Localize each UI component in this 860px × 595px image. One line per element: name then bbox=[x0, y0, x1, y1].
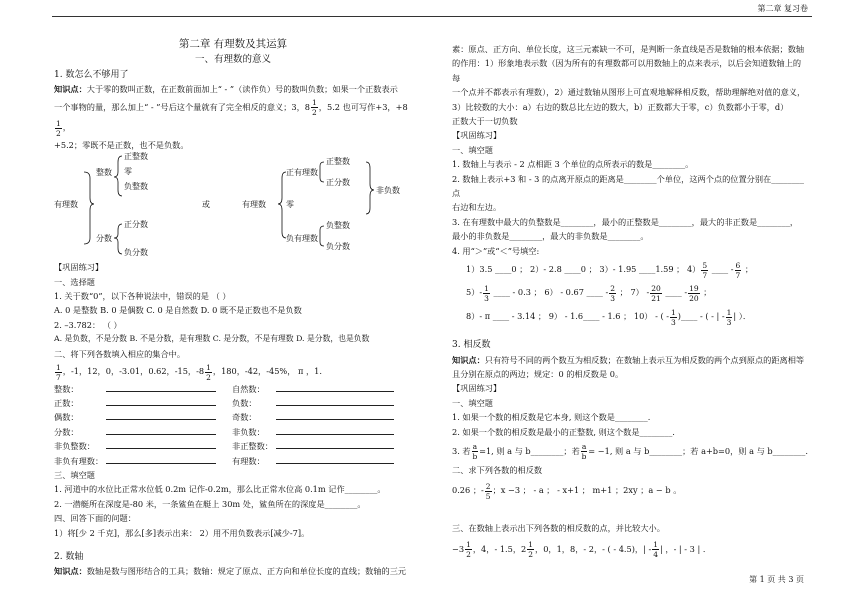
axis-text-e: 正数大于一切负数 bbox=[452, 116, 518, 127]
answer-blank[interactable] bbox=[106, 439, 216, 449]
spacer bbox=[452, 328, 808, 338]
tree-b-neg-frac: 负分数 bbox=[326, 242, 350, 252]
kp-text: 数轴是数与图形结合的工具；数轴：规定了原点、正方向和单位长度的直线；数轴的三元 bbox=[86, 566, 407, 577]
tree-neg-frac: 负分数 bbox=[124, 248, 148, 258]
kp-label: 知识点： bbox=[54, 566, 87, 577]
compare-row-3: 8）- π ____ - 3.14 ； 9） - 1.6____ - 1.6 ； 10） - ( - $\frac{1}{3}$ )____ - ( - | - $\frac{1}{3}$ | ）． bbox=[466, 307, 752, 327]
section-1-heading: 1. 数怎么不够用了 bbox=[54, 70, 129, 80]
tree-neg-int: 负整数 bbox=[124, 182, 148, 192]
part-fill: 一、填空题 bbox=[452, 144, 493, 155]
kp-text: 一个事物的量，那么加上“ - ”号后这个量就有了完全相反的意义；3，8 bbox=[54, 101, 311, 112]
axis-text-a: 素：原点、正方向、单位长度，这三元素缺一不可，是判断一条直线是否是数轴的根本依据；数轴 bbox=[452, 44, 805, 54]
t-question-3: 3. 若 $\frac{a}{b}$ =1, 则 a 与 b________；若 $\frac{a}{b}$ = −1, 则 a 与 b________；若 a+b=0，则 a 与 b________. bbox=[452, 442, 808, 462]
set-field bbox=[54, 396, 232, 410]
set-label: 有理数： bbox=[232, 455, 265, 466]
part-fill: 一、填空题 bbox=[452, 397, 493, 408]
set-field bbox=[232, 425, 412, 439]
tree-neg-rational: 负有理数 bbox=[286, 234, 318, 244]
r-question-3b: 最小的非负数是________，最大的非负数是________。 bbox=[452, 231, 649, 242]
r-question-4: 4. 用“＞”或“＜”号填空: bbox=[452, 245, 540, 256]
answer-line: 1）将[少 2 千克]，那么[多]表示出来： 2）用不用负数表示[减少-7]。 bbox=[54, 527, 310, 538]
answer-blank[interactable] bbox=[276, 382, 394, 392]
fill-2: 2. 一潜艇所在深度是-80 米，一条鲨鱼在艇上 30m 处，鲨鱼所在的深度是________。 bbox=[54, 498, 366, 509]
tree-b-pos-frac: 正分数 bbox=[326, 178, 350, 188]
part-answer: 四、回答下面的问题： bbox=[54, 513, 136, 524]
left-column bbox=[54, 36, 412, 579]
answer-blank[interactable] bbox=[276, 439, 394, 449]
question-1-options: A. 0 是整数 B. 0 是偶数 C. 0 是自然数 D. 0 既不是正数也不是负数 bbox=[54, 305, 302, 316]
knowledge-1 bbox=[54, 82, 412, 96]
answer-blank[interactable] bbox=[276, 410, 394, 420]
answer-blank[interactable] bbox=[106, 396, 216, 406]
set-field bbox=[54, 439, 232, 453]
part-choice: 一、选择题 bbox=[54, 276, 95, 287]
right-column bbox=[452, 42, 808, 562]
t-question-2: 2. 如果一个数的相反数是最小的正整数, 则这个数是________. bbox=[452, 426, 675, 437]
knowledge-1b bbox=[54, 97, 412, 138]
classification-tree bbox=[54, 152, 412, 260]
header-rule bbox=[52, 16, 812, 17]
axis-text-b: 的作用：1）形象地表示数（因为所有的有理数都可以用数轴上的点来表示，以后会知道数轴上的每 bbox=[452, 58, 802, 83]
tree-zero: 零 bbox=[124, 167, 132, 177]
number-list bbox=[54, 361, 412, 382]
r-question-2a: 2. 数轴上表示+3 和 - 3 的点离开原点的距离是________个单位，这两个点的位置分别在________点 bbox=[452, 173, 804, 199]
practice-label: 【巩固练习】 bbox=[54, 262, 104, 273]
tree-or: 或 bbox=[202, 200, 210, 210]
set-field bbox=[232, 382, 412, 396]
answer-blank[interactable] bbox=[106, 382, 216, 392]
page-footer: 第 1 页 共 3 页 bbox=[749, 575, 804, 584]
tree-pos-int: 正整数 bbox=[124, 152, 148, 162]
answer-blank[interactable] bbox=[106, 454, 216, 464]
section-2-heading: 2. 数轴 bbox=[54, 552, 84, 563]
fraction: $\frac{1}{2}$ bbox=[56, 118, 61, 138]
spacer bbox=[452, 503, 808, 521]
answer-blank[interactable] bbox=[276, 396, 394, 406]
knowledge-3b: 且分别在原点的两边；规定：0 的相反数是 0。 bbox=[452, 368, 624, 379]
part-fill: 三、填空题 bbox=[54, 470, 95, 480]
tree-int: 整数 bbox=[96, 168, 112, 178]
tree-pos-rational: 正有理数 bbox=[286, 168, 318, 178]
kp-text: ，5.2 也可写作+3，+8 bbox=[318, 101, 408, 112]
r-question-1: 1. 数轴上与表示 - 2 点相距 3 个单位的点所表示的数是________。 bbox=[452, 159, 694, 170]
answer-blank[interactable] bbox=[106, 410, 216, 420]
answer-blank[interactable] bbox=[276, 454, 394, 464]
part-opposite: 二、求下列各数的相反数 bbox=[452, 464, 543, 475]
t-question-1: 1. 如果一个数的相反数是它本身, 则这个数是________. bbox=[452, 412, 651, 423]
knowledge-2 bbox=[54, 564, 412, 578]
header-title: 第二章 复习卷 bbox=[757, 4, 808, 13]
opposite-list: 0.26 ；- $\frac{2}{5}$ ；x −3 ； - a ； - x+1 ； m+1 ；2xy ；a − b 。 bbox=[452, 481, 682, 501]
tree-nonneg: 非负数 bbox=[376, 186, 400, 196]
fraction: $\frac{1}{2}$ bbox=[312, 98, 317, 118]
tree-b-pos-int: 正整数 bbox=[326, 157, 350, 167]
tree-root-a: 有理数 bbox=[54, 200, 78, 210]
axis-text-c: 一个点并不都表示有理数），2）通过数轴从图形上可直观地解释相反数，帮助理解绝对值的意义， bbox=[452, 87, 806, 98]
tree-pos-frac: 正分数 bbox=[124, 220, 148, 230]
set-label: 分数： bbox=[54, 426, 79, 437]
set-field bbox=[54, 425, 232, 439]
axis-list: −3 $\frac{1}{2}$ ，4，- 1.5，2 $\frac{1}{2}$ ，0，1，8，- 2，- ( - 4.5)，| - $\frac{1}{4}$ | ，- | - 3 | ． bbox=[452, 540, 712, 560]
r-question-3a: 3. 在有理数中最大的负整数是________，最小的正整数是________，最大的非正数是________， bbox=[452, 216, 799, 227]
tree-b-neg-int: 负整数 bbox=[326, 221, 350, 231]
set-label: 非负整数： bbox=[54, 441, 95, 452]
set-field bbox=[232, 454, 412, 468]
tree-frac: 分数 bbox=[96, 234, 112, 244]
practice-label: 【巩固练习】 bbox=[452, 383, 502, 394]
set-label: 非负数： bbox=[232, 426, 265, 437]
set-field bbox=[54, 454, 232, 468]
set-field bbox=[232, 396, 412, 410]
set-label: 正数： bbox=[54, 397, 79, 408]
question-2: 2. –3.782： （ ） bbox=[54, 319, 122, 330]
spacer bbox=[54, 540, 412, 550]
set-field bbox=[232, 439, 412, 453]
practice-label: 【巩固练习】 bbox=[452, 130, 502, 141]
knowledge-3a: 知识点：只有符号不同的两个数互为相反数；在数轴上表示互为相反数的两个点到原点的距离相等 bbox=[452, 354, 805, 365]
answer-blank[interactable] bbox=[106, 425, 216, 435]
numbers: ，180，-42，-45%， π ，1. bbox=[212, 366, 322, 377]
chapter-title: 第二章 有理数及其运算 bbox=[178, 38, 288, 50]
set-label: 整数： bbox=[54, 383, 79, 394]
part-sets: 二、将下列各数填入相应的集合中。 bbox=[54, 348, 186, 359]
set-label: 偶数： bbox=[54, 412, 79, 423]
tree-zero-b: 零 bbox=[286, 200, 294, 210]
fraction: $\frac{1}{2}$ bbox=[206, 362, 211, 382]
compare-row-1: 1）3.5 ____0 ； 2）- 2.8 ____0 ； 3）- 1.95 ____1.59 ； 4） $\frac{5}{7}$ ____ - $\frac{6}{7}$ ； bbox=[466, 260, 754, 280]
section-subtitle: 一、有理数的意义 bbox=[194, 54, 271, 65]
section-3-heading: 3. 相反数 bbox=[452, 340, 491, 351]
tree-root-b: 有理数 bbox=[242, 200, 266, 210]
knowledge-1c: +5.2；零既不是正数，也不是负数。 bbox=[54, 139, 189, 150]
question-2-options: A. 是负数，不是分数 B. 不是分数，是有理数 C. 是分数，不是有理数 D. 是分数，也是负数 bbox=[54, 334, 370, 344]
set-field bbox=[54, 382, 232, 396]
kp-text: 大于零的数叫正数，在正数前面加上“ - ”（读作负）号的数叫负数；如果一个正数表示 bbox=[86, 84, 398, 95]
kp-label: 知识点： bbox=[54, 84, 87, 95]
set-label: 非负有理数： bbox=[54, 455, 104, 466]
set-label: 奇数： bbox=[232, 412, 257, 423]
question-1: 1. 关于数“0”，以下各种说法中，错误的是 （ ） bbox=[54, 291, 231, 302]
set-field bbox=[232, 410, 412, 424]
compare-row-2: 5）- $\frac{1}{3}$ ____ - 0.3 ； 6） - 0.67 ____ - $\frac{2}{3}$ ； 7） - $\frac{20}{21}$ ____ - $\frac{19}{20}$ ； bbox=[466, 283, 712, 303]
set-grid bbox=[54, 382, 412, 468]
r-question-2b: 右边和左边。 bbox=[452, 202, 502, 213]
answer-blank[interactable] bbox=[276, 425, 394, 435]
page-header bbox=[0, 0, 860, 20]
axis-text-d: 3）比较数的大小：a）右边的数总比左边的数大，b）正数都大于零，c）负数都小于零，d） bbox=[452, 101, 789, 112]
set-label: 负数： bbox=[232, 397, 257, 408]
numbers: ，-1，12，0，-3.01，0.62，-15，-8 bbox=[62, 366, 205, 377]
part-axis: 三、在数轴上表示出下列各数的相反数的点，并比较大小。 bbox=[452, 523, 665, 534]
set-label: 非正整数： bbox=[232, 441, 273, 452]
fill-1: 1. 河道中的水位比正常水位低 0.2m 记作-0.2m，那么比正常水位高 0.1m 记作________。 bbox=[54, 484, 386, 495]
kp-text: ， bbox=[62, 122, 71, 133]
set-label: 自然数： bbox=[232, 383, 265, 394]
set-field bbox=[54, 410, 232, 424]
fraction: $\frac{1}{7}$ bbox=[56, 362, 61, 382]
